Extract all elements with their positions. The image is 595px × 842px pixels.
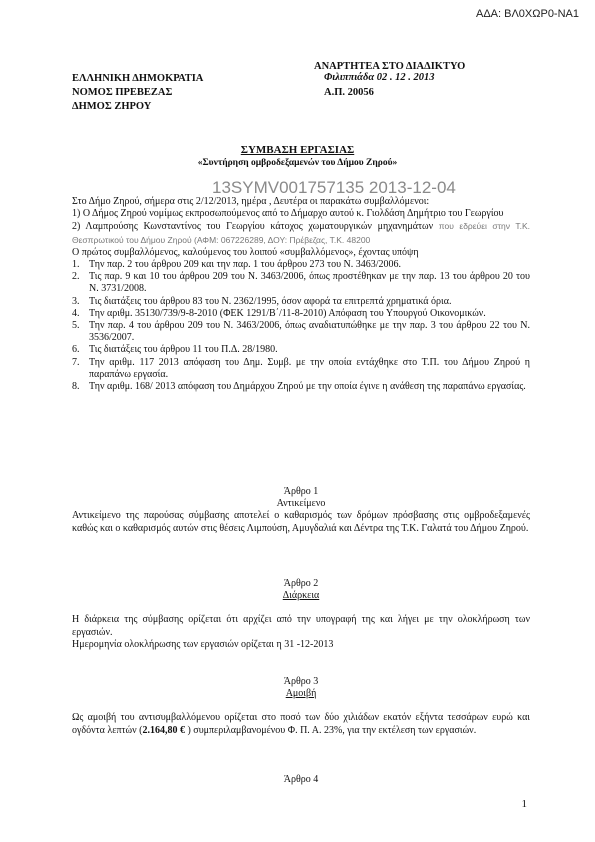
- list-item: 6. Τις διατάξεις του άρθρου 11 του Π.Δ. 28/1980.: [72, 344, 278, 356]
- first-party-paragraph: Ο πρώτος συμβαλλόμενος, καλούμενος του λοιπού «συμβαλλόμενος», έχοντας υπόψη: [72, 246, 419, 258]
- list-item: 7. Την αριθμ. 117 2013 απόφαση του Δημ. Συμβ. με την οποία εντάχθηκε στο Τ.Π. του Δήμου Ζηρού η παραπάνω εργασία.: [72, 356, 530, 380]
- list-item: 2. Τις παρ. 9 και 10 του άρθρου 209 του Ν. 3463/2006, όπως προστέθηκαν με την παρ. 13 του άρθρου 20 του Ν. 3731/2008.: [72, 271, 530, 295]
- party-2-main: 2) Λαμπρούσης Κωνσταντίνος του Γεωργίου κάτοχος χωματουργικών μηχανημάτων: [72, 221, 434, 233]
- post-online-label: ΑΝΑΡΤΗΤΕΑ ΣΤΟ ΔΙΑΔΙΚΤΥΟ: [314, 61, 466, 72]
- article-4: [72, 774, 530, 786]
- prefecture-label: ΝΟΜΟΣ ΠΡΕΒΕΖΑΣ: [72, 87, 173, 98]
- fee-amount: 2.164,80 €: [142, 724, 185, 736]
- registry-stamp: 13SYMV001757135 2013-12-04: [212, 178, 456, 197]
- list-item: 8. Την αριθμ. 168/ 2013 απόφαση του Δημάρχου Ζηρού με την οποία έγινε η ανάθεση της παραπάνω εργασίας.: [72, 381, 526, 393]
- ada-code: ΑΔΑ: ΒΛ0ΧΩΡ0-ΝΑ1: [475, 8, 579, 20]
- article-3: [72, 676, 530, 737]
- article-2: [72, 578, 530, 651]
- article-1-subject: Αντικείμενο: [276, 498, 326, 510]
- list-item: 1. Την παρ. 2 του άρθρου 209 και την παρ. 1 του άρθρου 273 του Ν. 3463/2006.: [72, 259, 402, 271]
- article-4-heading: Άρθρο 4: [283, 774, 319, 785]
- article-3-heading: Άρθρο 3: [283, 676, 319, 687]
- article-1-heading: Άρθρο 1: [283, 486, 319, 497]
- article-3-text: Ως αμοιβή του αντισυμβαλλόμενου ορίζεται στο ποσό των δύο χιλιάδων εκατόν εξήντα τεσσάρων ευρώ και ογδόντα λεπτών (2.164,80 € ) συμπεριλαμβανομένου Φ. Π. Α. 23%, για την εκτέλεση των εργασιών.: [72, 712, 530, 736]
- list-item: 4. Την αριθμ. 35130/739/9-8-2010 (ΦΕΚ 1291/Β΄/11-8-2010) Απόφαση του Υπουργού Οικονομικών.: [72, 307, 486, 319]
- municipality-label: ΔΗΜΟΣ ΖΗΡΟΥ: [72, 101, 152, 112]
- intro-paragraph: Στο Δήμο Ζηρού, σήμερα στις 2/12/2013, ημέρα , Δευτέρα οι παρακάτω συμβαλλόμενοι:: [72, 196, 430, 207]
- document-title: ΣΥΜΒΑΣΗ ΕΡΓΑΣΙΑΣ: [240, 144, 355, 156]
- article-1: [72, 486, 530, 535]
- article-2-text: Η διάρκεια της σύμβασης ορίζεται ότι αρχίζει από την υπογραφή της και λήγει με την ολοκλήρωση των εργασιών.: [72, 614, 530, 638]
- place-date: Φιλιππιάδα 02 . 12 . 2013: [324, 72, 435, 83]
- article-2-heading: Άρθρο 2: [283, 578, 319, 589]
- republic-label: ΕΛΛΗΝΙΚΗ ΔΗΜΟΚΡΑΤΙΑ: [72, 73, 204, 84]
- preamble: [72, 196, 530, 393]
- article-3-subject: Αμοιβή: [285, 688, 317, 700]
- document-subtitle: «Συντήρηση ομβροδεξαμενών του Δήμου Ζηρού»: [197, 158, 398, 168]
- list-item: 3. Τις διατάξεις του άρθρου 83 του Ν. 2362/1995, όσον αφορά τα επιτρεπτά χρηματικά όρια.: [72, 295, 452, 307]
- party-2: [72, 220, 530, 246]
- list-item: 5. Την παρ. 4 του άρθρου 209 του Ν. 3463/2006, όπως αναδιατυπώθηκε με την παρ. 3 του άρθρου 22 του Ν. 3536/2007.: [72, 320, 530, 344]
- article-2-completion: Ημερομηνία ολοκλήρωσης των εργασιών ορίζεται η 31 -12-2013: [72, 638, 334, 650]
- party-1: 1) Ο Δήμος Ζηρού νομίμως εκπροσωπούμενος από το Δήμαρχο αυτού κ. Γιολδάση Δημήτριο του Γεωργίου: [72, 208, 504, 220]
- article-2-subject: Διάρκεια: [282, 590, 320, 602]
- party-2-details: που εδρεύει στην Τ.Κ. Θεσπρωτικού του Δήμου Ζηρού (ΑΦΜ: 067226289, ΔΟΥ: Πρέβεζας, Τ.Κ. 48200: [72, 221, 530, 245]
- page-number: 1: [521, 798, 527, 810]
- protocol-number: Α.Π. 20056: [324, 87, 374, 98]
- article-1-text: Αντικείμενο της παρούσας σύμβασης αποτελεί ο καθαρισμός των δρόμων πρόσβασης στις ομβροδεξαμενές καθώς και ο καθαρισμός αυτών στις θέσεις Λιμπούση, Αμυγδαλιά και Δέντρα της Τ.Κ. Γαλατά του Δήμου Ζηρού.: [72, 510, 530, 534]
- considerations-list: [72, 259, 530, 393]
